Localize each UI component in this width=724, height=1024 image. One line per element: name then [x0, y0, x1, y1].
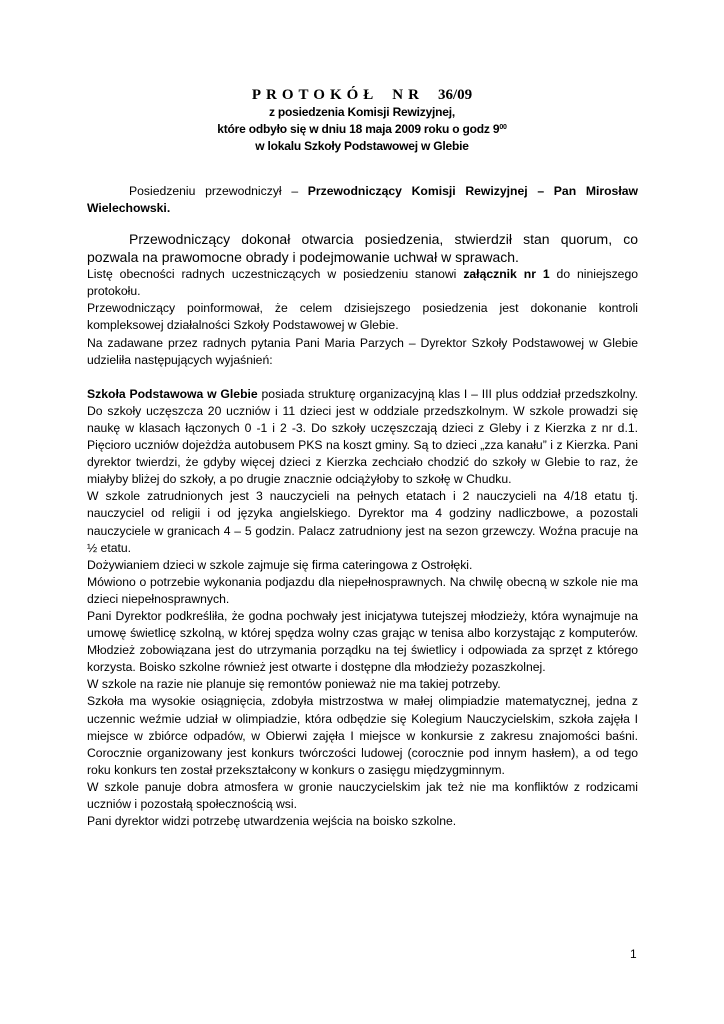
renovation-paragraph: W szkole na razie nie planuje się remontów ponieważ nie ma takiej potrzeby. — [87, 677, 501, 692]
atmosphere-paragraph: W szkole panuje dobra atmosfera w gronie nauczycielskim jak też nie ma konfliktów z rodzicami uczniów i pozostałą społecznością wsi. — [87, 779, 638, 811]
chair-paragraph: Posiedzeniu przewodniczył – Przewodniczący Komisji Rewizyjnej – Pan Mirosław Wielechowski. — [87, 184, 638, 216]
header-line-3: w lokalu Szkoły Podstawowej w Glebie — [255, 139, 469, 153]
title-number: 36/09 — [437, 87, 473, 103]
achievements-paragraph: Szkoła ma wysokie osiągnięcia, zdobyła mistrzostwa w małej olimpiadzie matematycznej, jedna z uczennic weźmie udział w olimpiadzie, która odbędzie się Kolegium Nauczycielskim, szkoła zajęła I miejsce w zbiórce odpadów, w Obierwi zajęła I miejsce w konkursie z zakresu znajomości baśni. Corocznie organizowany jest konkurs twórczości ludowej (corocznie pod innym hasłem), a od tego roku konkurs ten został przekształcony w konkurs o zasięgu międzygminnym. — [87, 694, 638, 777]
attendance-paragraph: Listę obecności radnych uczestniczących w posiedzeniu stanowi załącznik nr 1 do niniejszego protokołu. — [87, 267, 639, 299]
purpose-paragraph: Przewodniczący poinformował, że celem dzisiejszego posiedzenia jest dokonanie kontroli kompleksowej działalności Szkoły Podstawowej w Glebie. — [87, 301, 638, 333]
title-nr: NR — [392, 87, 424, 103]
catering-paragraph: Dożywianiem dzieci w szkole zajmuje się firma cateringowa z Ostrołęki. — [87, 557, 473, 572]
spacer — [87, 369, 638, 386]
header-line-1: z posiedzenia Komisji Rewizyjnej, — [268, 105, 456, 119]
questions-paragraph: Na zadawane przez radnych pytania Pani Maria Parzych – Dyrektor Szkoły Podstawowej w Glebie udzieliła następujących wyjaśnień: — [87, 335, 638, 367]
protocol-title — [0, 86, 724, 104]
ramp-paragraph: Mówiono o potrzebie wykonania podjazdu dla niepełnosprawnych. Na chwilę obecną w szkole nie ma dzieci niepełnosprawnych. — [87, 574, 638, 606]
school-structure-paragraph: Szkoła Podstawowa w Glebie posiada strukturę organizacyjną klas I – III plus oddział przedszkolny. Do szkoły uczęszcza 20 uczniów i 11 dzieci jest w oddziale przedszkolnym. W szkole prowadzi się naukę w klasach łączonych 0 -1 i 2 -3. Do szkoły uczęszczają dzieci z Gleby i z Kierzka z nr d.1. Pięcioro uczniów dojeżdża autobusem PKS na koszt gminy. Są to dzieci „zza kanału” i z Kierzka. Pani dyrektor twierdzi, że gdyby więcej dzieci z Kierzka zechciało chodzić do szkoły w Glebie to raz, że miałyby bliżej do szkoły, a po drugie znacznie odciążyłoby to szkołę w Chudku. — [87, 386, 638, 487]
needs-paragraph: Pani dyrektor widzi potrzebę utwardzenia wejścia na boisko szkolne. — [87, 814, 457, 829]
document-header — [0, 86, 724, 155]
page-number: 1 — [630, 947, 637, 961]
staff-paragraph: W szkole zatrudnionych jest 3 nauczycieli na pełnych etatach i 2 nauczycieli na 4/18 etatu tj. nauczyciel od religii i od języka angielskiego. Dyrektor ma 4 godziny nadliczbowe, a pozostali nauczyciele w granicach 4 – 5 godzin. Palacz zatrudniony jest na sezon grzewczy. Woźna pracuje na ½ etatu. — [87, 489, 638, 555]
youth-paragraph: Pani Dyrektor podkreśliła, że godna pochwały jest inicjatywa tutejszej młodzieży, która wynajmuje na umowę świetlicę szkolną, w której spędza wolny czas grając w tenisa albo korzystając z komputerów. Młodzież zobowiązana jest do utrzymania porządku na tej świetlicy i odpowiada za sprzęt z którego korzysta. Boisko szkolne również jest otwarte i dostępne dla młodzieży pozaszkolnej. — [87, 608, 638, 675]
title-word: PROTOKÓŁ — [251, 87, 379, 103]
opening-paragraph: Przewodniczący dokonał otwarcia posiedzenia, stwierdził stan quorum, co pozwala na prawomocne obrady i podejmowanie uchwał w sprawach. — [87, 231, 638, 265]
document-body — [87, 183, 638, 830]
header-line-2: które odbyło się w dniu 18 maja 2009 roku o godz $9^{00}$ — [217, 122, 507, 136]
